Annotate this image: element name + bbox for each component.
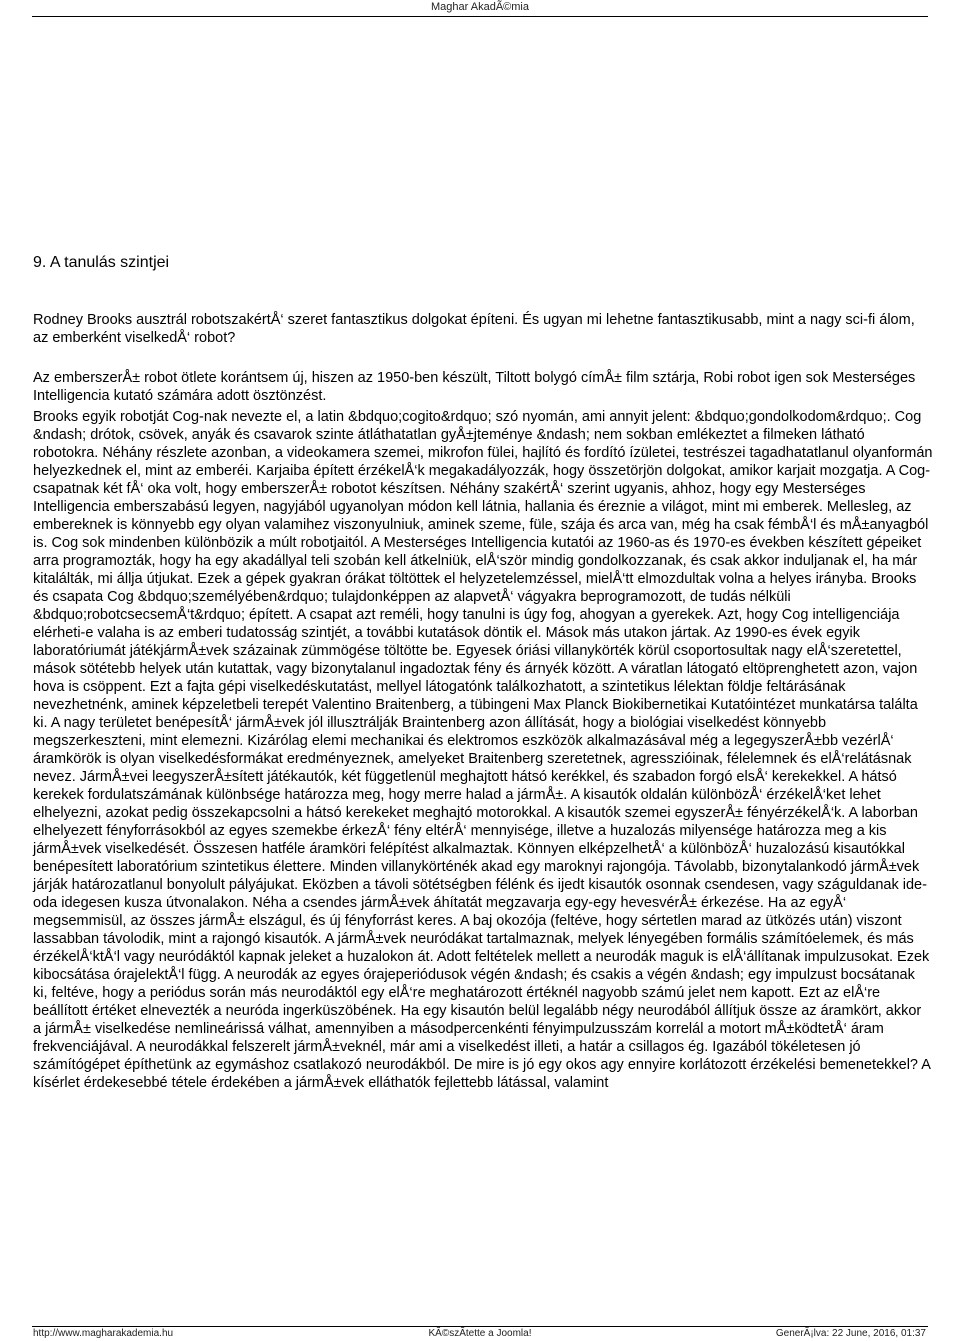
paragraph-robi-robot: Az emberszerÅ± robot ötlete korántsem új, hiszen az 1950-ben készült, Tiltott bolygó címÅ± film sztárja, Robi robot igen sok Mesterséges Intelligencia kutató számára adott ösztönzést. [33, 370, 916, 404]
site-title: Maghar AkadÃ©mia [431, 1, 529, 13]
footer-generated-date: GenerÃ¡lva: 22 June, 2016, 01:37 [775, 1328, 926, 1339]
footer-site-url[interactable]: http://www.magharakademia.hu [33, 1328, 174, 1339]
chapter-title: 9. A tanulás szintjei [33, 254, 170, 271]
paragraph-intro: Rodney Brooks ausztrál robotszakértÅ‘ szeret fantasztikus dolgokat építeni. És ugyan mi lehetne fantasztikusabb, mint a nagy sci-fi álom, az emberként viselkedÅ‘ robot? [33, 312, 915, 346]
paragraph-cog-and-vehicles: Brooks egyik robotját Cog-nak nevezte el, a latin &bdquo;cogito&rdquo; szó nyomán, ami annyit jelent: &bdquo;gondolkodom&rdquo;. Cog &ndash; drótok, csövek, anyák és csavarok szinte átláthatatlan gyÅ±jteménye &ndash; nem sokban emlékeztet a filmeken látható robotokra. Néhány részlete azonban, a videokamera szemei, mikrofon fülei, hajlító és fordító ízületei, testrészei tagadhatatlanul olyanformán helyezkednek el, mint az emberéi. Karjaiba épített érzékelÅ‘k megakadályozzák, hogy összetörjön dolgokat, amikor karjait mozgatja. A Cog-csapatnak két fÅ‘ oka volt, hogy emberszerÅ± robotot készítsen. Néhány szakértÅ‘ szerint ugyanis, ahhoz, hogy egy Mesterséges Intelligencia emberszabású legyen, nagyjából ugyanolyan módon kell látnia, hallania és éreznie a világot, mint mi emberek. Mellesleg, az embereknek is könnyebb egy olyan valamihez viszonyulniuk, aminek szeme, füle, szája és arca van, még ha csak fémbÅ‘l és mÅ±anyagból is. Cog sok mindenben különbözik a múlt robotjaitól. A Mesterséges Intelligencia kutatói az 1960-as és 1970-es években készített gépeiket arra programozták, hogy ha egy akadállyal teli szobán kell átkelniük, elÅ‘ször mindig gondolkozzanak, és csak akkor induljanak el, ha már kitalálták, mi állja útjukat. Ezek a gépek gyakran órákat töltöttek el helyzetelemzéssel, mielÅ‘tt elmozdultak volna a helyes irányba. Brooks és csapata Cog &bdquo;személyében&rdquo; tulajdonképpen az alapvetÅ‘ vágyakra beprogramozott, de tudás nélküli &bdquo;robotcsecsemÅ‘t&rdquo; épített. A csapat azt reméli, hogy tanulni is úgy fog, ahogyan a gyerekek. Azt, hogy Cog intelligenciája elérheti-e valaha is az emberi tudatosság szintjét, a további kutatások döntik el. Mások más utakon jártak. Az 1990-es évek egyik laboratóriumát játékjármÅ±vek százainak zümmögése töltötte be. Egyesek óriási villanykörték körül csoportosultak nagy elÅ‘szeretettel, mások sötétebb helyek után kutattak, vagy bizonytalanul ingadoztak fény és árnyék között. A váratlan látogató eltöprenghetett azon, vajon hova is csöppent. Ezt a fajta gépi viselkedéskutatást, mellyel látogatónk találkozhatott, a szintetikus lélektan földje feltárásának nevezhetnénk, aminek képzeletbeli terepét Valentino Braitenberg, a tübingeni Max Planck Biokibernetikai Kutatóintézet munkatársa találta ki. A nagy területet benépesítÅ‘ jármÅ±vek jól illusztrálják Braintenberg azon állítását, hogy a biológiai viselkedést könnyebb megszerkeszteni, mint elemezni. Kizárólag elemi mechanikai és elektromos eszközök alkalmazásával még a legegyszerÅ±bb vezérlÅ‘ áramkörök is olyan viselkedésformákat eredményeznek, amelyeket Braitenberg szeretetnek, agresszióinak, félelemnek és elÅ‘relátásnak nevez. JármÅ±vei leegyszerÅ±sített játékautók, két függetlenül meghajtott hátsó kerékkel, és szabadon forgó elsÅ‘ kerekekkel. A hátsó kerekek fordulatszámának különbsége határozza meg, hogy merre halad a jármÅ±. A kisautók oldalán különbözÅ‘ érzékelÅ‘ket lehet elhelyezni, azokat pedig összekapcsolni a hátsó kerekeket meghajtó motorokkal. A kisautók szemei egyszerÅ± fényérzékelÅ‘k. A laborban elhelyezett fényforrásokból az egyes szemekbe érkezÅ‘ fény eltérÅ‘ mennyisége, illetve a huzalozás milyensége határozza meg a kis jármÅ±vek viselkedését. Összesen hatféle áramköri felépítést alkalmaztak. Könnyen elképzelhetÅ‘ a különbözÅ‘ huzalozású kisautókkal benépesített laboratórium szintetikus élettere. Minden villanykörténék akad egy maroknyi rajongója. Távolabb, bizonytalankodó jármÅ±vek járják határozatlanul bonyolult pályájukat. Eközben a távoli sötétségben félénk és ijedt kisautók osonnak csendesen, vagy száguldanak ide-oda idegesen kusza útvonalakon. Néha a csendes jármÅ±vek áhítatát megzavarja egy-egy hevesvérÅ± érkezése. Ha az egyÅ‘ megsemmisül, az összes jármÅ± elszágul, és új fényforrást keres. A baj okozója (feltéve, hogy sértetlen marad az ütközés után) viszont lassabban távolodik, mint a rajongó kisautók. A jármÅ±vek neuródákat tartalmaznak, melyek lényegében formális számítóelemek, és más érzékelÅ‘ktÅ‘l vagy neuródáktól kapnak jeleket a huzalokon át. Adott feltételek mellett a neurodák maguk is elÅ‘állítanak impulzusokat. Ezek kibocsátása órajelektÅ‘l függ. A neurodák az egyes órajeperiódusok végén &ndash; és csakis a végén &ndash; egy impulzust bocsátanak ki, feltéve, hogy a periódus során más neurodáktól egy elÅ‘re meghatározott értéknél nagyobb számú jelet nem kapott. Ezt az elÅ‘re beállított értéket elnevezték a neuróda ingerküszöbének. Ha egy kisautón belül legalább négy neurodából állítjuk össze az áramkört, akkor a jármÅ± viselkedése nemlineárissá válhat, amennyiben a másodpercenkénti fényimpulzusszám korrelál a motort mÅ±ködtetÅ‘ áram frekvenciájával. A neurodákkal felszerelt jármÅ±veknél, már ami a viselkedést illeti, a határ a csillagos ég. Igazából tökéletesen jó számítógépet építhetünk az egymáshoz csatlakozó neurodákból. De mire is jó egy okos agy ennyire korlátozott érzékelési bemenetekkel? A kísérlet érdekesebbé tétele érdekében a jármÅ±vek elláthatók fejlettebb látással, valamint [33, 409, 933, 1091]
header-divider [32, 16, 928, 17]
footer-divider [32, 1326, 928, 1327]
footer-credit: KÃ©szÃtette a Joomla! [428, 1328, 532, 1339]
